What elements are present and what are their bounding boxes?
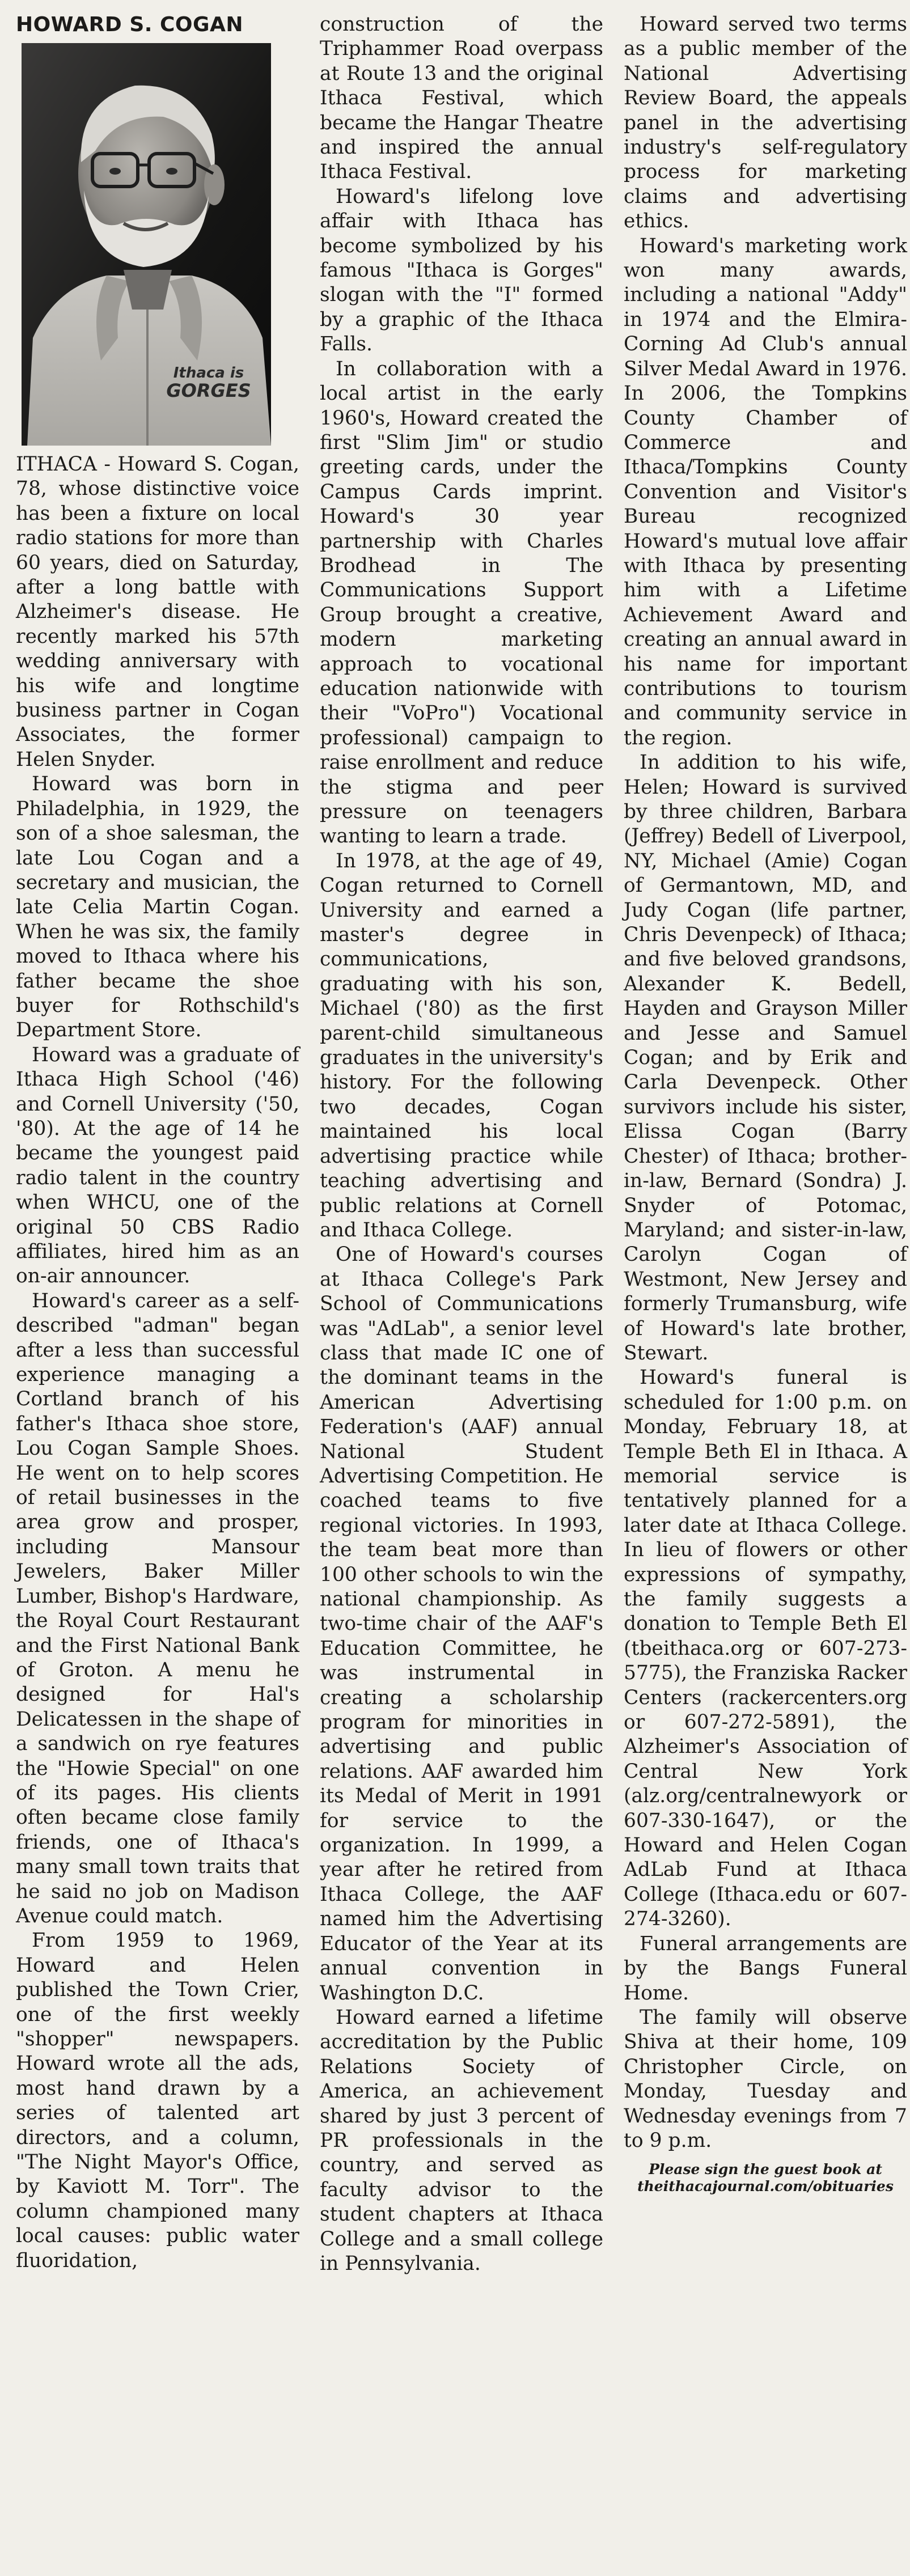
obituary-paragraph: Howard's career as a self-described "adman" began after a less than successful experience managing a Cortland branch of his father's Ithaca shoe store, Lou Cogan Sample Shoes. He went on to help scores of retail businesses in the area grow and prosper, including Mansour Jewelers, Baker Miller Lumber, Bishop's Hardware, the Royal Court Restaurant and the First National Bank of Groton. A menu he designed for Hal's Delicatessen in the shape of a sandwich on rye features the "Howie Special" on one of its pages. His clients often became close family friends, one of Ithaca's many small town traits that he said no job on Madison Avenue could match. xyxy=(16,1289,299,1927)
obituary-paragraph: Howard was a graduate of Ithaca High School ('46) and Cornell University ('50, '80). At the age of 14 he became the youngest paid radio talent in the country when WHCU, one of the original 50 CBS Radio affiliates, hired him as an on-air announcer. xyxy=(16,1043,299,1288)
obituary-paragraph: In addition to his wife, Helen; Howard is survived by three children, Barbara (Jeffrey) Bedell of Liverpool, NY, Michael (Amie) Cogan of Germantown, MD, and Judy Cogan (life partner, Chris Devenpeck) of Ithaca; and five beloved grandsons, Alexander K. Bedell, Hayden and Grayson Miller and Jesse and Samuel Cogan; and by Erik and Carla Devenpeck. Other survivors include his sister, Elissa Cogan (Barry Chester) of Ithaca; brother-in-law, Bernard (Sondra) J. Snyder of Potomac, Maryland; and sister-in-law, Carolyn Cogan of Westmont, New Jersey and formerly Trumansburg, wife of Howard's late brother, Stewart. xyxy=(624,751,907,1365)
obituary-paragraph: Howard served two terms as a public member of the National Advertising Review Board, the appeals panel in the advertising industry's self-regulatory process for marketing claims and advertising ethics. xyxy=(624,13,907,233)
column-3 xyxy=(624,12,907,2276)
obituary-paragraph: In 1978, at the age of 49, Cogan returned to Cornell University and earned a master's degree in communications, graduating with his son, Michael ('80) as the first parent-child simultaneous graduates in the university's history. For the following two decades, Cogan maintained his local advertising practice while teaching advertising and public relations at Cornell and Ithaca College. xyxy=(320,849,603,1242)
obituary-paragraph: Howard's lifelong love affair with Ithaca has become symbolized by his famous "Ithaca is Gorges" slogan with the "I" formed by a graphic of the Ithaca Falls. xyxy=(320,185,603,356)
obituary-paragraph: The family will observe Shiva at their home, 109 Christopher Circle, on Monday, Tuesday and Wednesday evenings from 7 to 9 p.m. xyxy=(624,2006,907,2152)
obituary-paragraph: construction of the Triphammer Road overpass at Route 13 and the original Ithaca Festival, which became the Hangar Theatre and inspired the annual Ithaca Festival. xyxy=(320,13,603,184)
guestbook-url: theithacajournal.com/obituaries xyxy=(637,2178,894,2195)
obituary-paragraph: ITHACA - Howard S. Cogan, 78, whose distinctive voice has been a fixture on local radio stations for more than 60 years, died on Saturday, after a long battle with Alzheimer's disease. He recently marked his 57th wedding anniversary with his wife and longtime business partner in Cogan Associates, the former Helen Snyder. xyxy=(16,453,299,771)
obituary-paragraph: Howard earned a lifetime accreditation by the Public Relations Society of America, an achievement shared by just 3 percent of PR professionals in the country, and served as faculty advisor to the student chapters at Ithaca College and a small college in Pennsylvania. xyxy=(320,2006,603,2275)
guestbook-notice xyxy=(624,2161,907,2195)
sweatshirt-text-line-2: GORGES xyxy=(166,380,251,401)
obituary-paragraph: Howard was born in Philadelphia, in 1929, the son of a shoe salesman, the late Lou Cogan and a secretary and musician, the late Celia Martin Cogan. When he was six, the family moved to Ithaca where his father became the shoe buyer for Rothschild's Department Store. xyxy=(16,773,299,1042)
obituary-paragraph: Howard's funeral is scheduled for 1:00 p.m. on Monday, February 18, at Temple Beth El in Ithaca. A memorial service is tentatively planned for a later date at Ithaca College. In lieu of flowers or other expressions of sympathy, the family suggests a donation to Temple Beth El (tbeithaca.org or 607-273-5775), the Franziska Racker Centers (rackercenters.org or 607-272-5891), the Alzheimer's Association of Central New York (alz.org/centralnewyork or 607-330-1647), or the Howard and Helen Cogan AdLab Fund at Ithaca College (Ithaca.edu or 607-274-3260). xyxy=(624,1366,907,1931)
portrait-illustration xyxy=(22,43,271,446)
column-1 xyxy=(16,12,299,2276)
obituary-paragraph: One of Howard's courses at Ithaca College's Park School of Communications was "AdLab", a senior level class that made IC one of the dominant teams in the American Advertising Federation's (AAF) annual National Student Advertising Competition. He coached teams to five regional victories. In 1993, the team beat more than 100 other schools to win the national championship. As two-time chair of the AAF's Education Committee, he was instrumental in creating a scholarship program for minorities in advertising and public relations. AAF awarded him its Medal of Merit in 1991 for service to the organization. In 1999, a year after he retired from Ithaca College, the AAF named him the Advertising Educator of the Year at its annual convention in Washington D.C. xyxy=(320,1243,603,2005)
column-2 xyxy=(320,12,603,2276)
obituary-paragraph: In collaboration with a local artist in the early 1960's, Howard created the first "Slim Jim" or studio greeting cards, under the Campus Cards imprint. Howard's 30 year partnership with Charles Brodhead in The Communications Support Group brought a creative, modern marketing approach to vocational education nationwide with their "VoPro") Vocational professional) campaign to raise enrollment and reduce the stigma and peer pressure on teenagers wanting to learn a trade. xyxy=(320,357,603,848)
obituary-headline: HOWARD S. COGAN xyxy=(16,13,244,36)
portrait-photo xyxy=(22,43,271,446)
obituary-paragraph: Howard's marketing work won many awards, including a national "Addy" in 1974 and the Elmira-Corning Ad Club's annual Silver Medal Award in 1976. In 2006, the Tompkins County Chamber of Commerce and Ithaca/Tompkins County Convention and Visitor's Bureau recognized Howard's mutual love affair with Ithaca by presenting him with a Lifetime Achievement Award and creating an annual award in his name for important contributions to tourism and community service in the region. xyxy=(624,234,907,749)
obituary-paragraph: Funeral arrangements are by the Bangs Funeral Home. xyxy=(624,1932,907,2005)
sweatshirt-text-line-1: Ithaca is xyxy=(173,365,244,382)
obituary-columns xyxy=(16,12,907,2276)
guestbook-line-1: Please sign the guest book at xyxy=(649,2161,882,2178)
obituary-paragraph: From 1959 to 1969, Howard and Helen published the Town Crier, one of the first weekly "shopper" newspapers. Howard wrote all the ads, most hand drawn by a series of talented art directors, and a column, "The Night Mayor's Office, by Kaviott M. Torr". The column championed many local causes: public water fluoridation, xyxy=(16,1929,299,2272)
